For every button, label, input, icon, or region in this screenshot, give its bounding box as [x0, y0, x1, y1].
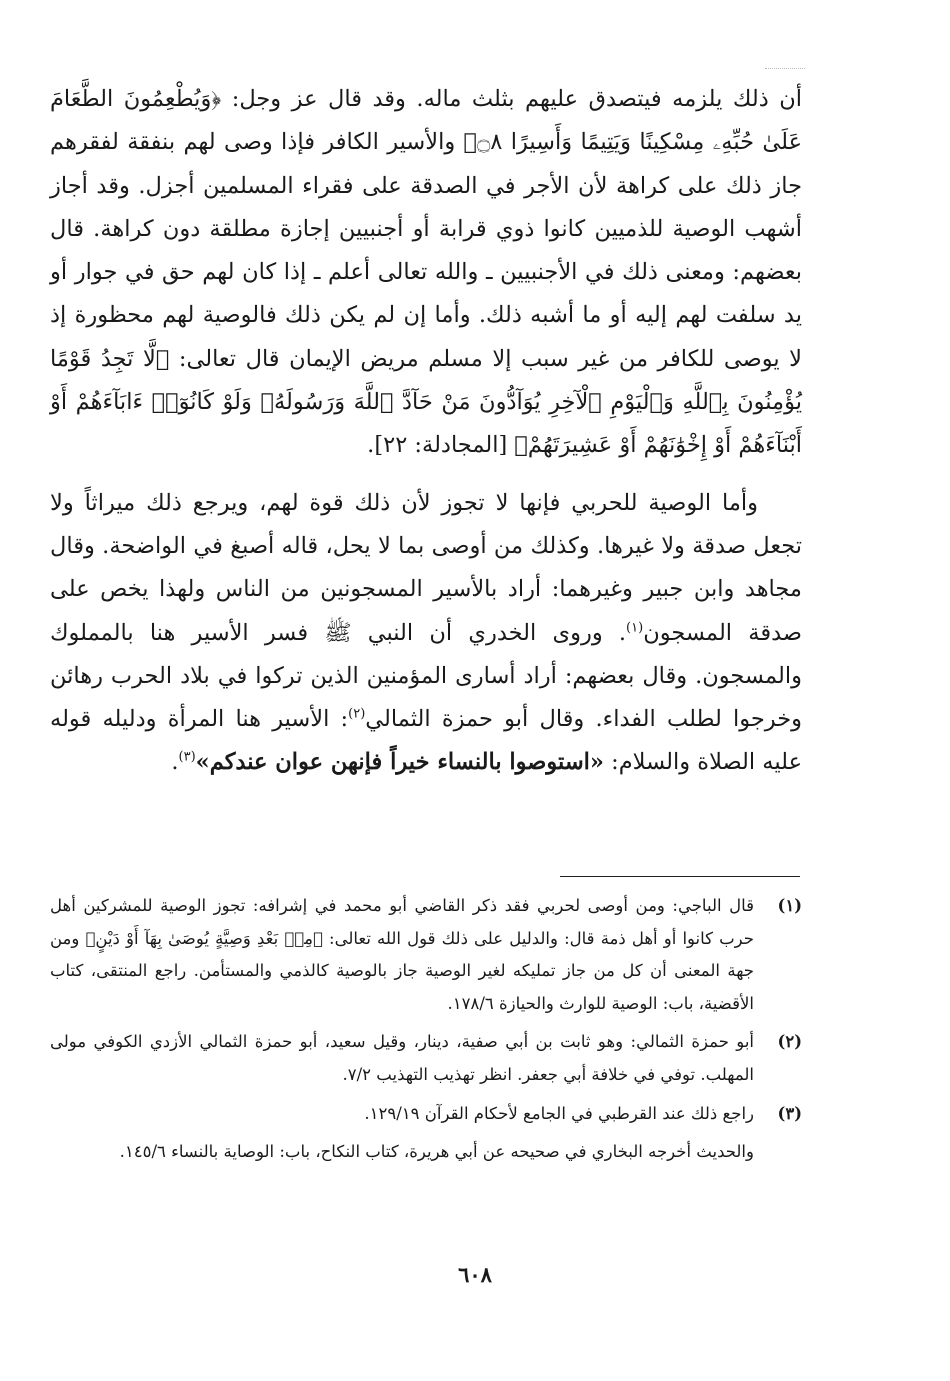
footnote-1	[50, 890, 802, 1020]
footnote-number: (١)	[777, 896, 802, 915]
footnote-number: (٣)	[777, 1103, 802, 1123]
footnote-text: أبو حمزة الثمالي: وهو ثابت بن أبي صفية، دينار، وقيل سعيد، أبو حمزة الثمالي الأزدي الكوفي مولى المهلب. توفي في خلافة أبي جعفر. انظر تهذيب التهذيب ٧/٢.	[50, 1032, 754, 1084]
footnote-3	[50, 1098, 802, 1131]
footnote-ref-3[interactable]: (٣)	[178, 749, 196, 765]
footnote-text: راجع ذلك عند القرطبي في الجامع لأحكام القرآن ١٢٩/١٩.	[364, 1103, 754, 1123]
footnote-2	[50, 1026, 802, 1091]
paragraph-2	[50, 482, 802, 785]
footnotes-section	[50, 890, 802, 1169]
footnote-ref-2[interactable]: (٢)	[348, 706, 366, 722]
paragraph-2-text-b: . وروى الخدري أن النبي ﷺ فسر الأسير هنا بالمملوك والمسجون. وقال بعضهم: أراد أسارى المؤمنين الذين تركوا في بلاد الحرب رهائن وخرجوا لطلب الفداء. وقال أبو حمزة الثمالي	[50, 619, 802, 733]
paragraph-2-text-c: : الأسير هنا المرأة ودليله قوله عليه الصلاة والسلام:	[50, 706, 802, 776]
paragraph-2-text-a: وأما الوصية للحربي فإنها لا تجوز لأن ذلك قوة لهم، ويرجع ذلك ميراثاً ولا تجعل صدقة ولا غيرها. وكذلك من أوصى بما لا يحل، قاله أصبغ في الواضحة. وقال مجاهد وابن جبير وغيرهما: أراد بالأسير المسجونين من الناس ولهذا يخص على صدقة المسجون	[50, 489, 802, 646]
header-rule	[765, 68, 805, 69]
footnote-number: (٢)	[777, 1032, 802, 1052]
footnote-ref-1[interactable]: (١)	[626, 620, 644, 636]
hadith-quote: «استوصوا بالنساء خيراً فإنهن عوان عندكم»	[195, 749, 604, 776]
paragraph-1: أن ذلك يلزمه فيتصدق عليهم بثلث ماله. وقد قال عز وجل: ﴿وَيُطْعِمُونَ الطَّعَامَ عَلَىٰ حُبِّهِۦ مِسْكِينًا وَيَتِيمًا وَأَسِيرًا ۝٨﴾ والأسير الكافر فإذا وصى لهم بنفقة لفقرهم جاز ذلك على كراهة لأن الأجر في الصدقة على فقراء المسلمين أجزل. وقد أجاز أشهب الوصية للذميين كانوا ذوي قرابة أو أجنبيين إجازة مطلقة دون كراهة. قال بعضهم: ومعنى ذلك في الأجنبيين ـ والله تعالى أعلم ـ إذا كان لهم حق في جوار أو يد سلفت لهم إليه أو ما أشبه ذلك. وأما إن لم يكن ذلك فالوصية لهم محظورة إذ لا يوصى للكافر من غير سبب إلا مسلم مريض الإيمان قال تعالى: ﴿لَّا تَجِدُ قَوْمًا يُؤْمِنُونَ بِٱللَّهِ وَٱلْيَوْمِ ٱلْآخِرِ يُوَآدُّونَ مَنْ حَآدَّ ٱللَّهَ وَرَسُولَهُۥ وَلَوْ كَانُوٓا۟ ءَابَآءَهُمْ أَوْ أَبْنَآءَهُمْ أَوْ إِخْوَٰنَهُمْ أَوْ عَشِيرَتَهُمْ﴾ [المجادلة: ٢٢].	[50, 86, 802, 459]
paragraph-2-end: .	[171, 749, 179, 776]
main-text	[50, 78, 802, 785]
footnote-3-continuation: والحديث أخرجه البخاري في صحيحه عن أبي هريرة، كتاب النكاح، باب: الوصاية بالنساء ١٤٥/٦.	[119, 1142, 754, 1162]
footnote-text: قال الباجي: ومن أوصى لحربي فقد ذكر القاضي أبو محمد في إشرافه: تجوز الوصية للمشركين أهل حرب كانوا أو أهل ذمة قال: والدليل على ذلك قول الله تعالى: ﴿مِنۢ بَعْدِ وَصِيَّةٍ يُوصَىٰ بِهَآ أَوْ دَيْنٍ﴾ ومن جهة المعنى أن كل من جاز تمليكه لغير الوصية جاز بالوصية كالذمي والمستأمن. راجع المنتقى، كتاب الأقضية، باب: الوصية للوارث والحيازة ١٧٨/٦.	[50, 896, 754, 1013]
page-number: ٦٠٨	[458, 1262, 492, 1287]
footnote-separator	[560, 876, 800, 877]
